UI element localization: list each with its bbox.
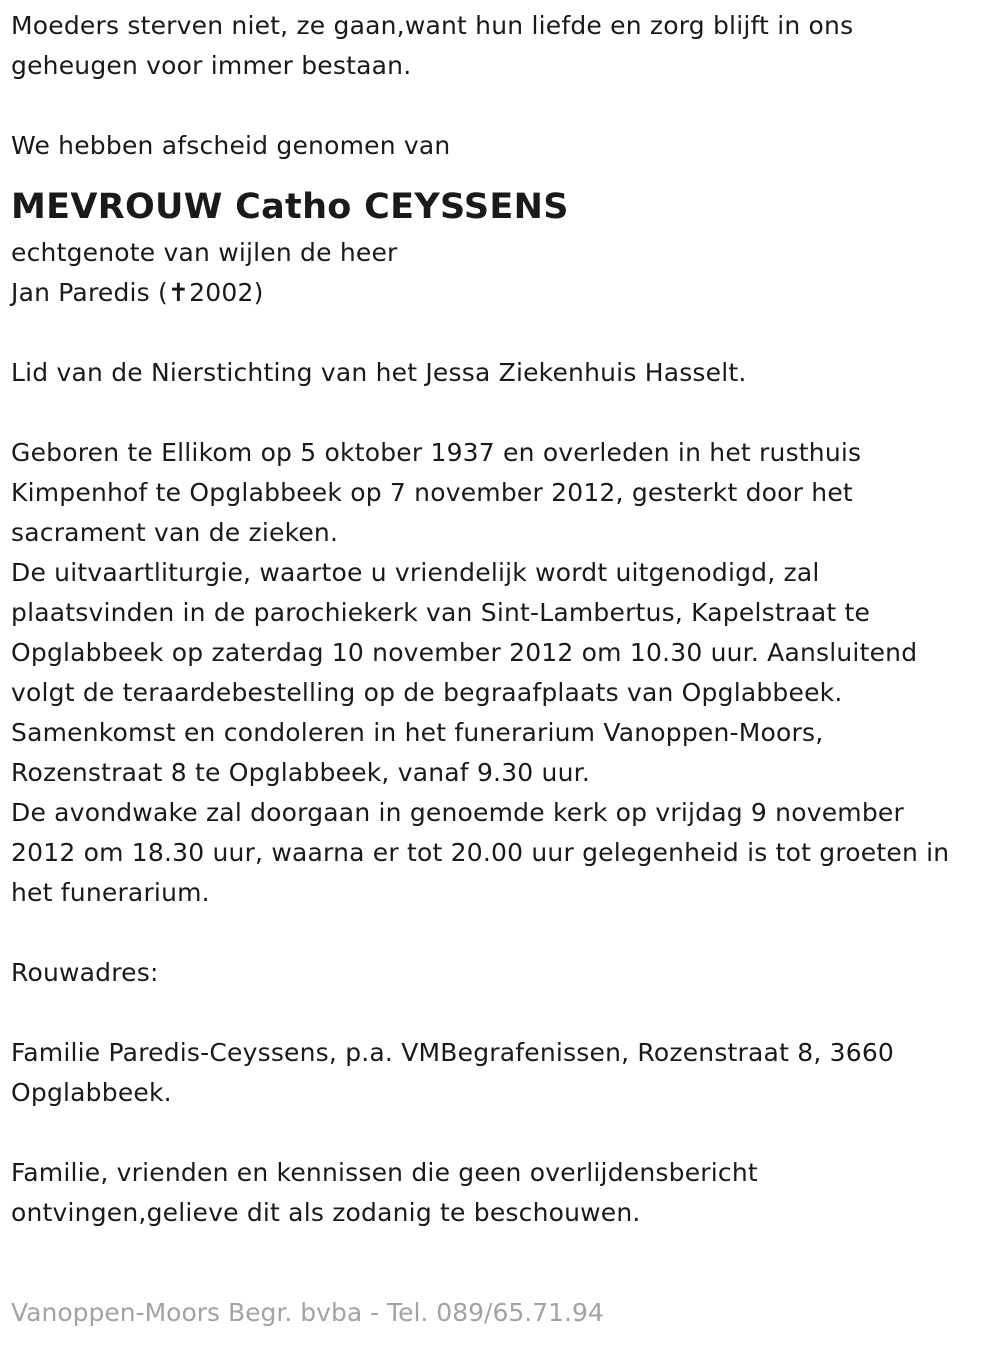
details-line: De uitvaartliturgie, waartoe u vriendelijk wordt uitgenodigd, zal xyxy=(11,558,820,587)
deceased-name: MEVROUW Catho CEYSSENS xyxy=(11,187,569,227)
spacer xyxy=(11,86,996,126)
intro-poem-line: geheugen voor immer bestaan. xyxy=(11,51,412,80)
obituary-notice xyxy=(11,6,996,1233)
details-line: Kimpenhof te Opglabbeek op 7 november 2012, gesterkt door het xyxy=(11,478,853,507)
funeral-details xyxy=(11,433,996,913)
spouse-info-line: echtgenote van wijlen de heer xyxy=(11,238,398,267)
details-line: Opglabbeek op zaterdag 10 november 2012 om 10.30 uur. Aansluitend xyxy=(11,638,918,667)
mourning-address xyxy=(11,1033,996,1113)
mourning-address-line: Familie Paredis-Ceyssens, p.a. VMBegrafenissen, Rozenstraat 8, 3660 xyxy=(11,1038,895,1067)
farewell-line xyxy=(11,126,996,166)
spouse-info-line: Jan Paredis (✝2002) xyxy=(11,278,264,307)
mourning-address-label-text: Rouwadres: xyxy=(11,958,159,987)
closing-note-line: Familie, vrienden en kennissen die geen overlijdensbericht xyxy=(11,1158,758,1187)
farewell-text: We hebben afscheid genomen van xyxy=(11,131,451,160)
spouse-info xyxy=(11,233,996,313)
details-line: 2012 om 18.30 uur, waarna er tot 20.00 uur gelegenheid is tot groeten in xyxy=(11,838,950,867)
membership xyxy=(11,353,996,393)
spacer xyxy=(11,393,996,433)
details-line: sacrament van de zieken. xyxy=(11,518,339,547)
closing-note xyxy=(11,1153,996,1233)
details-line: Geboren te Ellikom op 5 oktober 1937 en overleden in het rusthuis xyxy=(11,438,862,467)
spacer xyxy=(11,993,996,1033)
funeral-home-footer: Vanoppen-Moors Begr. bvba - Tel. 089/65.71.94 xyxy=(11,1298,604,1327)
intro-poem-line: Moeders sterven niet, ze gaan,want hun liefde en zorg blijft in ons xyxy=(11,11,854,40)
details-line: Samenkomst en condoleren in het funerarium Vanoppen-Moors, xyxy=(11,718,824,747)
mourning-address-line: Opglabbeek. xyxy=(11,1078,172,1107)
intro-poem xyxy=(11,6,996,86)
details-line: Rozenstraat 8 te Opglabbeek, vanaf 9.30 uur. xyxy=(11,758,590,787)
membership-text: Lid van de Nierstichting van het Jessa Ziekenhuis Hasselt. xyxy=(11,358,747,387)
details-line: volgt de teraardebestelling op de begraafplaats van Opglabbeek. xyxy=(11,678,843,707)
spacer xyxy=(11,313,996,353)
details-line: het funerarium. xyxy=(11,878,210,907)
details-line: plaatsvinden in de parochiekerk van Sint-Lambertus, Kapelstraat te xyxy=(11,598,871,627)
spacer xyxy=(11,1113,996,1153)
details-line: De avondwake zal doorgaan in genoemde kerk op vrijdag 9 november xyxy=(11,798,904,827)
closing-note-line: ontvingen,gelieve dit als zodanig te beschouwen. xyxy=(11,1198,641,1227)
mourning-address-label xyxy=(11,953,996,993)
spacer xyxy=(11,913,996,953)
